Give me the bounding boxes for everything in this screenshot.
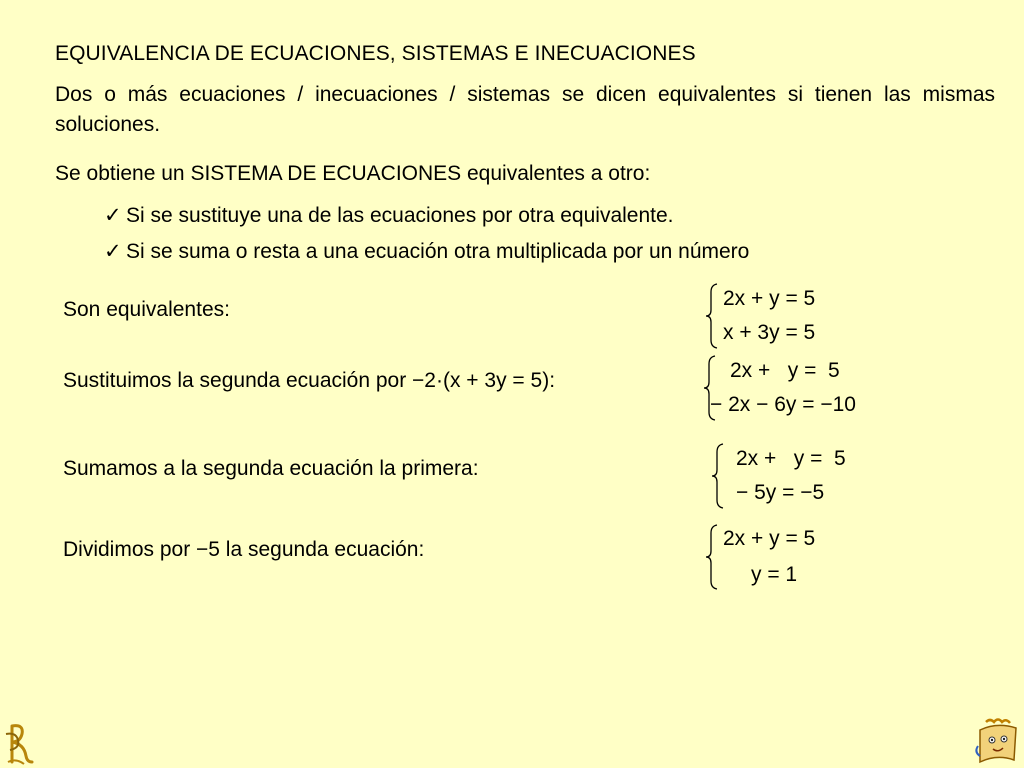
bullet-item (104, 198, 964, 234)
bullet-text: Si se sustituye una de las ecuaciones por otra equivalente. (126, 204, 674, 227)
scroll-character-icon (972, 716, 1022, 766)
monogram-logo-icon (2, 722, 36, 766)
equation: 2x + y = 5 (730, 359, 840, 382)
equation: − 5y = −5 (736, 481, 825, 504)
step-1-text: Son equivalentes: (63, 298, 230, 321)
slide-title: EQUIVALENCIA DE ECUACIONES, SISTEMAS E INECUACIONES (55, 42, 696, 65)
equation: 2x + y = 5 (736, 447, 846, 470)
left-brace-icon (704, 522, 720, 592)
equation: − 2x − 6y = −10 (710, 393, 856, 416)
equation-system-1 (704, 282, 874, 350)
step-3-text: Sumamos a la segunda ecuación la primera: (63, 457, 479, 480)
checkmark-icon: ✓ (104, 204, 122, 227)
left-brace-icon (710, 442, 726, 510)
step-2-text: Sustituimos la segunda ecuación por −2·(x + 3y = 5): (63, 369, 556, 392)
intro-text: Se obtiene un SISTEMA DE ECUACIONES equivalentes a otro: (55, 162, 651, 185)
bullet-list (104, 198, 964, 270)
equation-system-4 (704, 522, 874, 592)
bullet-item (104, 234, 964, 270)
checkmark-icon: ✓ (104, 240, 122, 263)
step-4-text: Dividimos por −5 la segunda ecuación: (63, 538, 425, 561)
equation-system-3 (710, 442, 890, 510)
equation: x + 3y = 5 (723, 321, 816, 344)
equation: 2x + y = 5 (723, 287, 816, 310)
equation: y = 1 (751, 563, 798, 586)
left-brace-icon (704, 282, 720, 350)
equation: 2x + y = 5 (723, 527, 816, 550)
bullet-text: Si se suma o resta a una ecuación otra multiplicada por un número (126, 240, 750, 263)
equation-system-2 (702, 354, 892, 422)
definition-paragraph: Dos o más ecuaciones / inecuaciones / sistemas se dicen equivalentes si tienen las mismas soluciones. (55, 83, 995, 136)
